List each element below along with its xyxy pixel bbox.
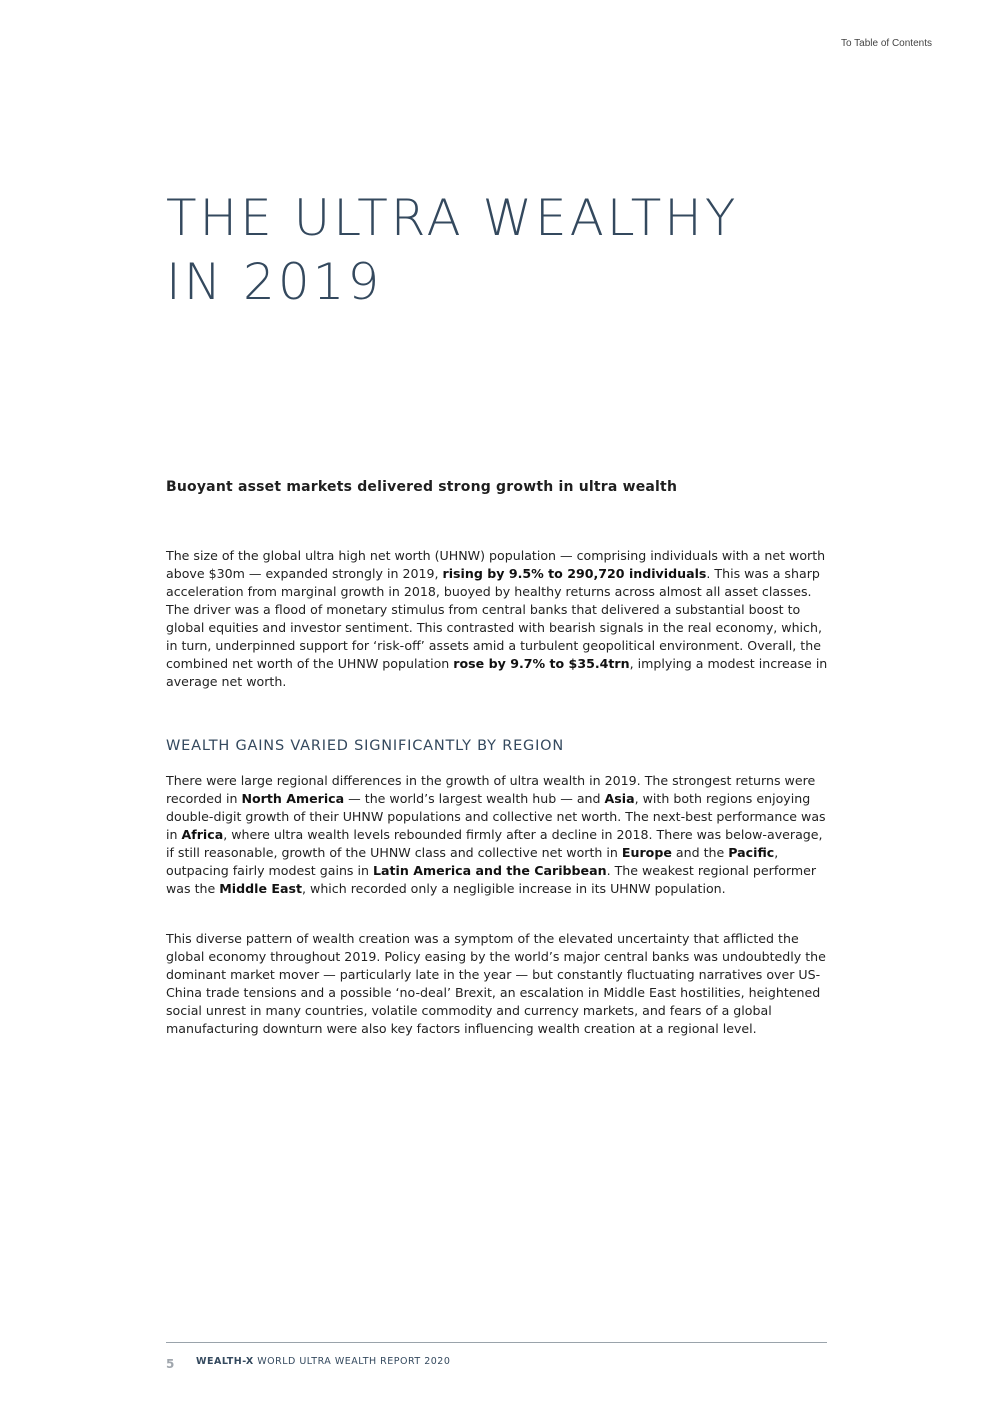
- bold-text: Pacific: [728, 845, 775, 860]
- table-of-contents-link[interactable]: To Table of Contents: [841, 38, 932, 49]
- page-title-line-1: THE ULTRA WEALTHY: [166, 189, 739, 247]
- regional-paragraph: [166, 772, 830, 898]
- text-run: , where ultra wealth levels rebounded firmly after a decline in 2018. There was below-average, if still reasonable, growth of the UHNW class and collective net worth in: [166, 827, 823, 860]
- page-title: [166, 186, 866, 314]
- bold-text: rose by 9.7% to $35.4trn: [453, 656, 630, 671]
- bold-text: Latin America and the Caribbean: [372, 863, 607, 878]
- footer-brand: WEALTH-X: [196, 1356, 254, 1367]
- paragraph-text: This diverse pattern of wealth creation was a symptom of the elevated uncertainty that afflicted the global economy throughout 2019. Policy easing by the world’s major central banks was undoubtedly the dominant market mover — particularly late in the year — but constantly fluctuating narratives over US-China trade tensions and a possible ‘no-deal’ Brexit, an escalation in Middle East hostilities, heightened social unrest in many countries, volatile commodity and currency markets, and fears of a global manufacturing downturn were also key factors influencing wealth creation at a regional level.: [166, 931, 826, 1036]
- bold-text: Asia: [604, 791, 635, 806]
- footer-divider: [166, 1342, 827, 1343]
- text-run: , outpacing fairly modest gains in: [166, 845, 779, 878]
- page-number: 5: [166, 1357, 175, 1371]
- bold-text: North America: [241, 791, 345, 806]
- text-run: The size of the global ultra high net worth (UHNW) population — comprising individuals with a net worth above $30m — expanded strongly in 2019,: [166, 548, 826, 581]
- text-run: . This was a sharp acceleration from marginal growth in 2018, buoyed by healthy returns across almost all asset classes. The driver was a flood of monetary stimulus from central banks that delivered a substantial boost to global equities and investor sentiment. This contrasted with bearish signals in the real economy, which, in turn, underpinned support for ‘risk-off’ assets amid a turbulent geopolitical environment. Overall, the combined net worth of the UHNW population: [166, 566, 822, 671]
- page-title-line-2: IN 2019: [166, 253, 383, 311]
- section-subtitle: Buoyant asset markets delivered strong growth in ultra wealth: [166, 479, 678, 495]
- uncertainty-paragraph: [166, 930, 830, 1038]
- footer-report-title: [196, 1356, 450, 1367]
- text-run: , implying a modest increase in average net worth.: [166, 656, 828, 689]
- footer-title-text: WORLD ULTRA WEALTH REPORT 2020: [253, 1356, 451, 1367]
- intro-paragraph: [166, 547, 830, 691]
- text-run: There were large regional differences in the growth of ultra wealth in 2019. The strongest returns were recorded in: [166, 773, 816, 806]
- text-run: — the world’s largest wealth hub — and: [344, 791, 605, 806]
- bold-text: rising by 9.5% to 290,720 individuals: [442, 566, 707, 581]
- text-run: , which recorded only a negligible increase in its UHNW population.: [302, 881, 726, 896]
- bold-text: Africa: [181, 827, 224, 842]
- text-run: and the: [671, 845, 729, 860]
- section-heading: WEALTH GAINS VARIED SIGNIFICANTLY BY REGION: [166, 738, 565, 754]
- text-run: , with both regions enjoying double-digit growth of their UHNW populations and collective net worth. The next-best performance was in: [166, 791, 826, 842]
- bold-text: Middle East: [219, 881, 303, 896]
- bold-text: Europe: [621, 845, 672, 860]
- text-run: . The weakest regional performer was the: [166, 863, 817, 896]
